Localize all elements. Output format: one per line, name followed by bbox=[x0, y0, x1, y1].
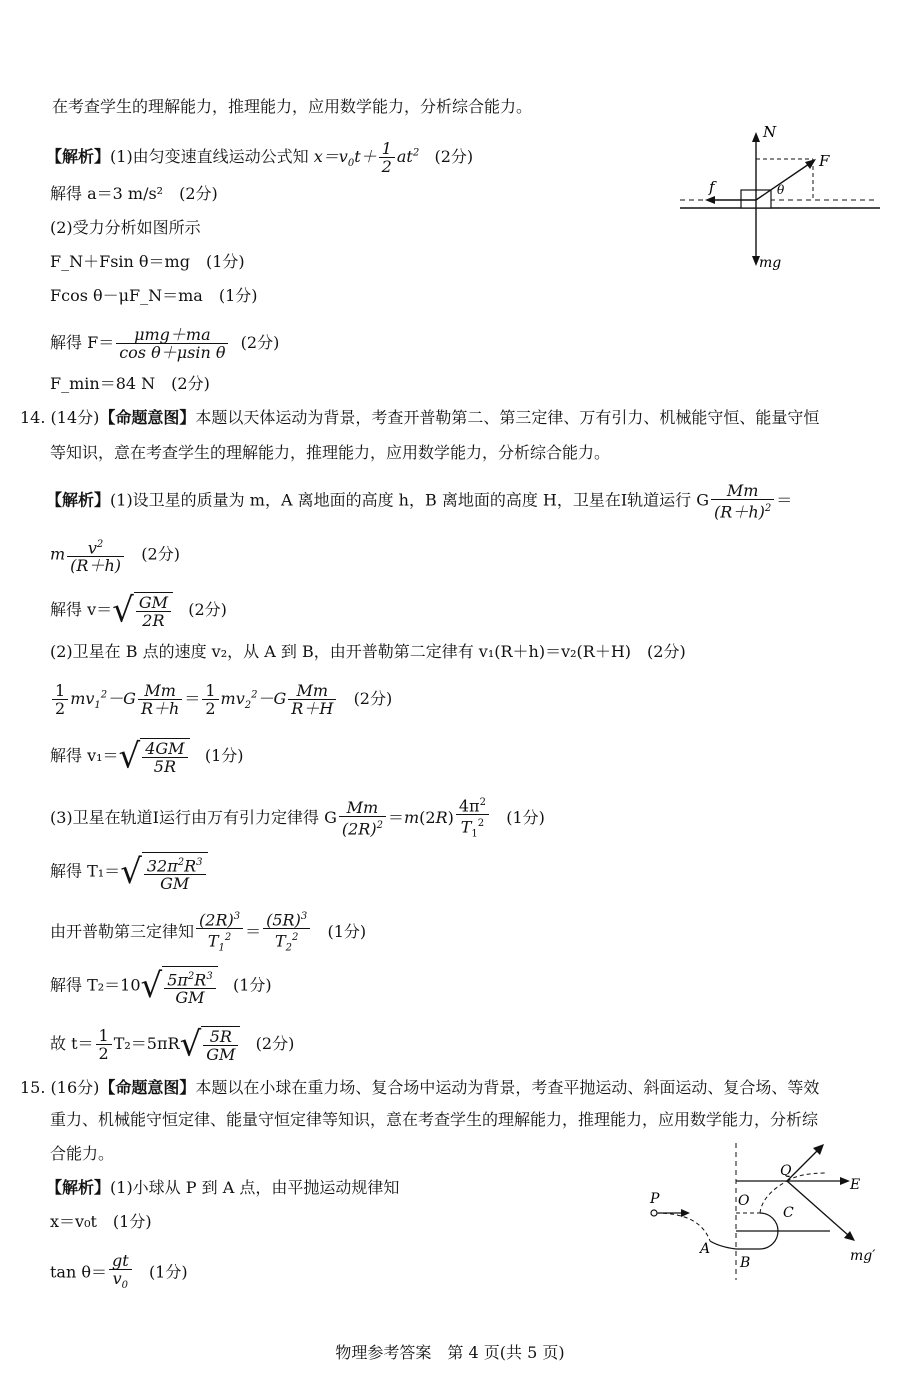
q15-intent-label: 【命题意图】 bbox=[99, 1078, 196, 1097]
label-mg-prime: mg′ bbox=[850, 1248, 876, 1264]
q14-p11-score: (2分) bbox=[255, 1034, 295, 1053]
q15-intro1 bbox=[20, 1078, 819, 1098]
q13-l2: 解得 a＝3 m/s² (2分) bbox=[50, 184, 218, 203]
q14-p1: 【解析】(1)设卫星的质量为 m，A 离地面的高度 h，B 离地面的高度 H，卫星在Ⅰ轨道运行 G $\frac{Mm}{(R+h)^2}$ ＝ bbox=[46, 481, 793, 522]
q13-l6: 解得 F＝ $\frac{\text{μmg＋ma}}{\text{cos θ＋μsin θ}}$ (2分) bbox=[50, 325, 280, 362]
q14-intro1-text: 本题以天体运动为背景，考查开普勒第二、第三定律、万有引力、机械能守恒、能量守恒 bbox=[195, 408, 820, 427]
q13-score: (2分) bbox=[434, 147, 474, 166]
q14-p11: 故 t＝ $\frac{1}{2}$ T₂＝5πR√ $\frac{5R}{GM}$ (2分) bbox=[50, 1024, 295, 1065]
q14-intro2: 等知识，意在考查学生的理解能力，推理能力，应用数学能力，分析综合能力。 bbox=[50, 443, 611, 462]
label-mg: mg bbox=[759, 255, 782, 271]
q13-frac-den: cos θ＋μsin θ bbox=[119, 343, 226, 362]
q13-formula: $x=v_0t+$ $\frac{1}{2}$ $at^2$ bbox=[313, 139, 420, 176]
label-O: O bbox=[738, 1193, 750, 1209]
q14-p7: (3)卫星在轨道Ⅰ运行由万有引力定律得 G $\frac{Mm}{(2R)^2}$ ＝m(2R) $\frac{4\pi^2}{T_1^2}$ (1分) bbox=[50, 794, 545, 843]
label-B: B bbox=[740, 1255, 751, 1271]
q13-solve-label: 解得 F＝ bbox=[50, 333, 115, 352]
q14-p2-score: (2分) bbox=[141, 544, 180, 564]
page-footer: 物理参考答案 第 4 页(共 5 页) bbox=[335, 1343, 565, 1362]
q14-p7-score: (1分) bbox=[506, 807, 545, 827]
q13-l5: Fcos θ－μF_N＝ma (1分) bbox=[50, 286, 258, 305]
force-diagram bbox=[675, 122, 885, 272]
q13-frac-num: μmg＋ma bbox=[116, 326, 228, 344]
q14-p10-score: (1分) bbox=[232, 975, 272, 995]
q14-p3-score: (2分) bbox=[188, 600, 227, 619]
label-f: f bbox=[709, 178, 715, 196]
q14-p11-solve: 故 t＝ bbox=[50, 1034, 94, 1053]
q15-p3-solve: tan θ＝ bbox=[50, 1262, 107, 1282]
q14-p8: 解得 T₁＝√ $\frac{32\pi^2R^3}{GM}$ bbox=[50, 852, 208, 892]
q15-p2: x＝v₀t (1分) bbox=[50, 1212, 152, 1231]
q15-p1 bbox=[46, 1178, 399, 1198]
q14-p9-text: 由开普勒第三定律知 bbox=[50, 921, 195, 941]
label-Q: Q bbox=[780, 1163, 792, 1179]
q14-p9: 由开普勒第三定律知 $\frac{(2R)^3}{T_1^2}$ ＝ $\frac{(5R)^3}{T_2^2}$ (1分) bbox=[50, 908, 366, 957]
label-C: C bbox=[783, 1205, 794, 1221]
q14-p4: (2)卫星在 B 点的速度 v₂，从 A 到 B，由开普勒第二定律有 v₁(R＋h)＝v₂(R＋H) (2分) bbox=[50, 642, 686, 661]
q15-intro2: 重力、机械能守恒定律、能量守恒定律等知识，意在考查学生的理解能力，推理能力，应用数学能力，分析综 bbox=[50, 1110, 819, 1129]
q15-head: 15. (16分) bbox=[20, 1078, 100, 1097]
q14-p10: 解得 T₂＝10√ $\frac{5\pi^2R^3}{GM}$ (1分) bbox=[50, 966, 272, 1008]
q14-p8-solve: 解得 T₁＝ bbox=[50, 861, 121, 881]
q14-p3: 解得 v＝√ $\frac{GM}{2R}$ (2分) bbox=[50, 590, 227, 631]
intro-line: 在考查学生的理解能力，推理能力，应用数学能力，分析综合能力。 bbox=[52, 97, 533, 116]
q14-p5: $\frac{1}{2}$ $mv_1^2-G$ $\frac{Mm}{R+h}$ ＝ $\frac{1}{2}$ $mv_2^2-G$ $\frac{Mm}{R+H}$ (2分) bbox=[50, 682, 392, 717]
q13-part1 bbox=[46, 140, 473, 175]
q15-p3-score: (1分) bbox=[148, 1262, 188, 1282]
q14-p6: 解得 v₁＝√ $\frac{4GM}{5R}$ (1分) bbox=[50, 736, 244, 777]
q13-l3: (2)受力分析如图所示 bbox=[50, 218, 201, 237]
q15-intro3: 合能力。 bbox=[50, 1144, 115, 1163]
q15-p3: tan θ＝ $\frac{gt}{v_0}$ (1分) bbox=[50, 1251, 188, 1292]
analysis-label: 【解析】 bbox=[46, 147, 111, 166]
label-F: F bbox=[819, 152, 830, 170]
motion-diagram bbox=[640, 1135, 890, 1285]
q14-p9-score: (1分) bbox=[327, 921, 367, 941]
q13-fmin: F_min＝84 N (2分) bbox=[50, 374, 210, 393]
q15-intro1-text: 本题以在小球在重力场、复合场中运动为背景，考查平抛运动、斜面运动、复合场、等效 bbox=[195, 1078, 820, 1097]
q14-intent-label: 【命题意图】 bbox=[99, 408, 196, 427]
q14-p6-solve: 解得 v₁＝ bbox=[50, 746, 119, 765]
q14-analysis-label: 【解析】 bbox=[46, 490, 111, 510]
label-P: P bbox=[650, 1191, 660, 1207]
q15-p1-text: (1)小球从 P 到 A 点，由平抛运动规律知 bbox=[110, 1178, 400, 1197]
q13-l4: F_N＋Fsin θ＝mg (1分) bbox=[50, 252, 245, 271]
q14-p7-text: (3)卫星在轨道Ⅰ运行由万有引力定律得 G bbox=[50, 807, 337, 827]
label-theta: θ bbox=[777, 183, 785, 197]
q14-p6-score: (1分) bbox=[204, 746, 244, 765]
q14-p3-solve: 解得 v＝ bbox=[50, 600, 113, 619]
q14-p10-solve: 解得 T₂＝10 bbox=[50, 975, 141, 995]
q14-p1-text: (1)设卫星的质量为 m，A 离地面的高度 h，B 离地面的高度 H，卫星在Ⅰ轨道运行 G bbox=[110, 490, 710, 510]
q14-p11-mid: T₂＝5πR bbox=[113, 1034, 180, 1053]
label-E: E bbox=[850, 1177, 861, 1193]
q14-intro1 bbox=[20, 408, 819, 428]
q13-part1-text: (1)由匀变速直线运动公式知 bbox=[110, 147, 309, 166]
q14-p2: m $\frac{v^2}{(R+h)}$ (2分) bbox=[50, 536, 180, 574]
label-A: A bbox=[700, 1241, 711, 1257]
q14-p5-score: (2分) bbox=[353, 689, 393, 708]
q15-analysis-label: 【解析】 bbox=[46, 1178, 111, 1197]
q14-head: 14. (14分) bbox=[20, 408, 100, 427]
label-N: N bbox=[763, 123, 777, 141]
